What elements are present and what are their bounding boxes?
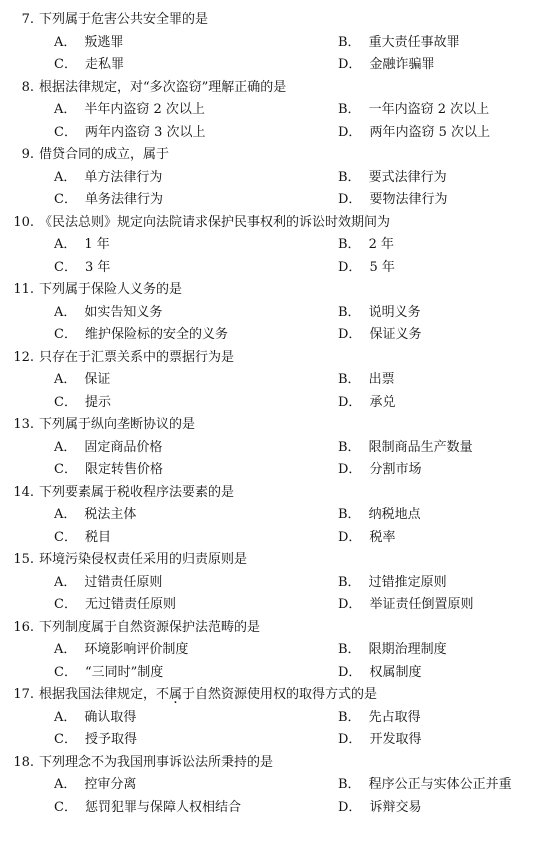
option-text: 无过错责任原则 [84,597,176,612]
question-number: 16. [13,619,34,635]
option-text: 限定转售价格 [84,462,163,477]
option-text: 环境影响评价制度 [84,642,189,657]
answer-option [338,572,447,595]
answer-option [54,662,163,685]
option-letter: A． [54,777,77,792]
option-row [0,54,552,77]
answer-option [338,324,421,347]
option-row [0,527,552,550]
option-text: 先占取得 [368,709,421,725]
option-text: 半年内盗窃 2 次以上 [84,102,205,117]
answer-option [338,707,421,730]
question-text [39,212,390,235]
option-text: 两年内盗窃 5 次以上 [369,124,490,140]
answer-option [338,662,421,685]
option-letter: A． [54,439,77,455]
option-letter: C． [54,259,77,275]
answer-option [54,32,123,55]
option-text: 开发取得 [369,732,422,747]
question-stem [0,752,552,775]
question-number: 9. [21,147,34,162]
option-text: 举证责任倒置原则 [369,597,474,612]
option-letter: B． [338,574,361,590]
option-text: 一年内盗窃 2 次以上 [368,102,490,117]
option-text: 1 年 [84,237,110,252]
option-text: 限制商品生产数量 [368,439,473,455]
question-stem [0,549,552,572]
question-text-part: 根据我国法律规定， [39,687,157,702]
option-letter: B． [338,439,361,455]
question-text-part: 根据法律规定，对“多次盗窃”理解正确的是 [39,79,287,95]
question [0,617,552,685]
question-number: 12. [13,349,34,365]
question-text-part: 下列属于保险人义务的是 [39,282,183,297]
question-text [39,414,195,437]
answer-option [54,504,136,527]
question-text-part: 环境污染侵权责任采用的归责原则是 [39,552,248,567]
question-text-part: 下列属于危害公共安全罪的是 [39,12,209,27]
option-letter: D． [338,192,362,207]
question-text [39,77,286,100]
option-letter: D． [338,259,362,275]
option-text: 金融诈骗罪 [369,57,435,72]
question-text [39,279,182,302]
option-row [0,324,552,347]
answer-option [338,189,447,212]
option-letter: C． [54,124,77,140]
option-letter: A． [54,372,77,387]
question-text [39,617,260,640]
answer-option [54,572,162,595]
answer-option [338,437,473,460]
option-letter: C． [54,394,77,410]
question-text-part: 下列属于纵向垄断协议的是 [39,417,196,432]
option-row [0,257,552,280]
answer-option [338,32,460,55]
option-text: 税率 [369,529,396,545]
option-letter: A． [54,642,77,657]
question-text-part: 借贷合同的成立，属于 [39,147,170,162]
answer-option [338,234,394,257]
question [0,212,552,280]
option-row [0,234,552,257]
question-text-part: 下列理念不为我国刑事诉讼法所秉持的是 [39,754,274,770]
question-stem [0,684,552,707]
option-text: 分割市场 [369,462,422,477]
question-text-part: 《民法总则》规定向法院请求保护民事权利的诉讼时效期间为 [39,214,391,230]
option-text: 确认取得 [84,709,137,725]
option-text: 出票 [368,372,395,387]
question [0,144,552,212]
answer-option [338,369,395,392]
emphasized-text: 不属于 [156,687,196,702]
option-text: 税目 [84,529,111,545]
answer-option [338,167,447,190]
answer-option [54,369,110,392]
answer-option [338,99,489,122]
option-text: 2 年 [368,237,394,252]
answer-option [54,459,163,482]
option-letter: D． [338,664,362,680]
option-letter: B． [338,304,361,320]
option-letter: C． [54,664,77,680]
option-text: “三同时”制度 [84,664,164,680]
question [0,549,552,617]
answer-option [338,729,421,752]
option-row [0,707,552,730]
option-row [0,797,552,820]
answer-option [54,437,162,460]
option-row [0,189,552,212]
option-text: 要式法律行为 [368,169,447,185]
option-text: 限期治理制度 [368,642,447,657]
question-text [39,482,234,505]
question-number: 14. [13,484,34,500]
option-letter: B． [338,709,361,725]
question-text [39,549,247,572]
answer-option [54,54,124,77]
answer-option [54,392,111,415]
question [0,752,552,820]
option-row [0,392,552,415]
answer-option [338,302,421,325]
option-letter: A． [54,574,77,590]
option-letter: B． [338,169,361,185]
option-text: 提示 [84,394,111,410]
answer-option [338,392,395,415]
answer-option [338,122,490,145]
option-text: 纳税地点 [368,507,421,522]
option-text: 控审分离 [84,777,137,792]
question-number: 8. [21,79,34,95]
option-text: 3 年 [84,259,111,275]
question-number: 11. [13,282,34,297]
option-text: 5 年 [369,259,395,275]
option-text: 两年内盗窃 3 次以上 [84,124,206,140]
option-text: 诉辩交易 [369,799,422,815]
option-letter: D． [338,732,362,747]
question-stem [0,279,552,302]
question-text [39,752,273,775]
answer-option [338,54,434,77]
question-text-part: 下列要素属于税收程序法要素的是 [39,484,235,500]
option-letter: A． [54,34,77,50]
option-text: 权属制度 [369,664,422,680]
answer-option [338,797,421,820]
option-letter: D． [338,394,362,410]
question-text [39,9,208,32]
option-letter: B． [338,34,361,50]
option-row [0,167,552,190]
option-letter: C． [54,462,77,477]
option-letter: C． [54,57,77,72]
question-text [39,347,234,370]
answer-option [54,729,137,752]
question-stem [0,617,552,640]
option-row [0,32,552,55]
option-letter: A． [54,304,77,320]
answer-option [338,527,395,550]
option-row [0,504,552,527]
option-row [0,302,552,325]
answer-option [338,459,421,482]
option-row [0,99,552,122]
option-text: 要物法律行为 [369,192,448,207]
answer-option [338,257,395,280]
option-letter: D． [338,124,362,140]
option-text: 维护保险标的安全的义务 [84,327,228,342]
question [0,9,552,77]
answer-option [54,774,136,797]
option-letter: A． [54,237,77,252]
option-letter: B． [338,507,361,522]
answer-option [54,257,110,280]
question-number: 17. [13,687,34,702]
answer-option [54,99,205,122]
answer-option [338,774,512,797]
option-text: 承兑 [369,394,396,410]
question [0,279,552,347]
option-row [0,639,552,662]
option-letter: B． [338,372,361,387]
option-row [0,774,552,797]
option-row [0,662,552,685]
question-stem [0,212,552,235]
option-letter: C． [54,192,77,207]
option-letter: D． [338,462,362,477]
option-text: 惩罚犯罪与保障人权相结合 [84,799,241,815]
option-letter: A． [54,709,77,725]
option-letter: C． [54,529,77,545]
option-letter: C． [54,327,77,342]
option-letter: A． [54,507,77,522]
option-text: 如实告知义务 [84,304,163,320]
answer-option [54,324,228,347]
question-text-part: 自然资源使用权的取得方式的是 [195,687,378,702]
question-number: 18. [13,754,34,770]
question-number: 10. [13,214,34,230]
answer-option [338,504,421,527]
question-number: 15. [13,552,34,567]
answer-option [54,234,110,257]
question-stem [0,347,552,370]
option-row [0,594,552,617]
question [0,347,552,415]
option-text: 叛逃罪 [84,34,124,50]
question [0,77,552,145]
option-letter: C． [54,732,77,747]
question-stem [0,144,552,167]
answer-option [54,639,188,662]
option-row [0,572,552,595]
answer-option [54,189,163,212]
question [0,684,552,752]
option-text: 重大责任事故罪 [368,34,460,50]
option-text: 固定商品价格 [84,439,163,455]
option-row [0,459,552,482]
answer-option [54,302,162,325]
option-letter: C． [54,799,77,815]
option-text: 保证义务 [369,327,422,342]
question-number: 7. [21,12,34,27]
question-text [39,684,377,707]
option-letter: D． [338,57,362,72]
option-letter: D． [338,799,362,815]
answer-option [54,594,176,617]
option-letter: B． [338,237,361,252]
option-row [0,437,552,460]
option-letter: D． [338,597,362,612]
option-letter: D． [338,529,362,545]
question-text-part: 下列制度属于自然资源保护法范畴的是 [39,619,261,635]
answer-option [54,797,241,820]
question-stem [0,414,552,437]
question-text-part: 只存在于汇票关系中的票据行为是 [39,349,235,365]
option-letter: D． [338,327,362,342]
question-stem [0,9,552,32]
option-text: 过错责任原则 [84,574,163,590]
option-text: 过错推定原则 [368,574,447,590]
option-letter: C． [54,597,77,612]
question [0,482,552,550]
option-text: 授予取得 [84,732,137,747]
option-text: 保证 [84,372,111,387]
option-letter: B． [338,102,361,117]
option-row [0,369,552,392]
answer-option [54,122,206,145]
answer-option [54,527,111,550]
question-text [39,144,169,167]
question-stem [0,77,552,100]
option-row [0,729,552,752]
answer-option [54,167,162,190]
option-text: 单务法律行为 [84,192,163,207]
answer-option [54,707,136,730]
answer-option [338,639,447,662]
question-number: 13. [13,417,34,432]
option-row [0,122,552,145]
option-text: 程序公正与实体公正并重 [368,777,512,792]
question-stem [0,482,552,505]
option-text: 单方法律行为 [84,169,163,185]
option-letter: A． [54,169,77,185]
option-letter: A． [54,102,77,117]
option-letter: B． [338,777,361,792]
answer-option [338,594,473,617]
option-text: 税法主体 [84,507,137,522]
option-text: 走私罪 [84,57,124,72]
option-text: 说明义务 [368,304,421,320]
option-letter: B． [338,642,361,657]
question [0,414,552,482]
